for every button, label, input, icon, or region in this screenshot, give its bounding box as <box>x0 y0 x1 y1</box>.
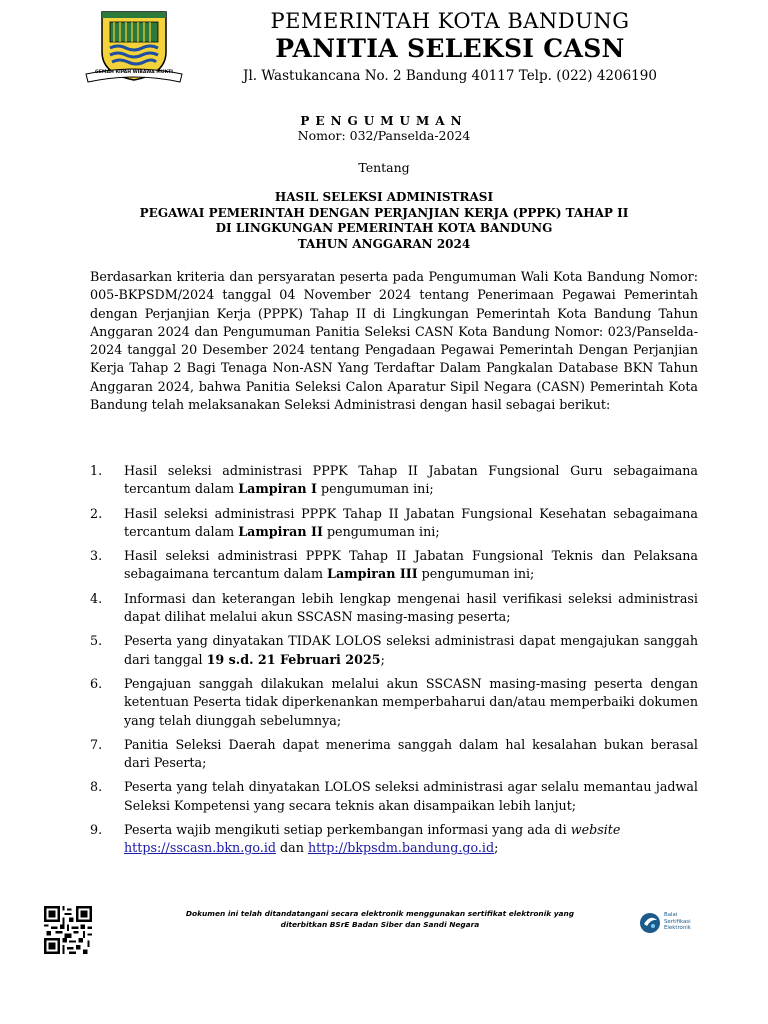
item-text: Peserta wajib mengikuti setiap perkembangan informasi yang ada di website https://sscasn.bkn.go.id dan http://bkpsdm.bandung.go.id; <box>124 822 621 856</box>
document-type: PENGUMUMAN <box>300 114 468 128</box>
title-line: TAHUN ANGGARAN 2024 <box>297 236 471 251</box>
emblem-motto: GEMAH RIPAH WIBAWA MUKTI <box>94 70 173 75</box>
bkpsdm-link[interactable]: http://bkpsdm.bandung.go.id <box>307 840 495 856</box>
item-number: 3. <box>90 548 103 564</box>
item-number: 8. <box>90 779 103 795</box>
document-number: Nomor: 032/Panselda-2024 <box>297 128 471 143</box>
item-number: 5. <box>90 633 103 649</box>
item-number: 1. <box>90 463 103 478</box>
document-title <box>0 190 768 252</box>
bsre-line: Sertifikasi <box>664 918 691 925</box>
sscasn-link[interactable]: https://sscasn.bkn.go.id <box>124 840 276 856</box>
bsre-line: Elektronik <box>664 925 691 931</box>
item-text: Peserta yang dinyatakan TIDAK LOLOS seleksi administrasi dapat mengajukan sanggah dari tanggal 19 s.d. 21 Februari 2025; <box>124 633 698 667</box>
e-signature-note <box>140 908 620 930</box>
intro-paragraph: Berdasarkan kriteria dan persyaratan peserta pada Pengumuman Wali Kota Bandung Nomor: 005-BKPSDM/2024 tanggal 04 November 2024 tentang Penerimaan Pegawai Pemerintah dengan Perjanjian Kerja (PPPK) Tahap II di Lingkungan Pemerintah Kota Bandung Tahun Anggaran 2024 dan Pengumuman Panitia Seleksi CASN Kota Bandung Nomor: 023/Panselda-2024 tanggal 20 Desember 2024 tentang Pengadaan Pegawai Pemerintah Dengan Perjanjian Kerja Tahap 2 Bagi Tenaga Non-ASN Yang Terdaftar Dalam Pangkalan Database BKN Tahun Anggaran 2024, bahwa Panitia Seleksi Calon Aparatur Sipil Negara (CASN) Pemerintah Kota Bandung telah melaksanakan Seleksi Administrasi dengan hasil sebagai berikut: <box>90 269 698 413</box>
note-line: diterbitkan BSrE Badan Siber dan Sandi Negara <box>280 920 480 929</box>
item-number: 9. <box>90 822 103 838</box>
list-item <box>90 547 698 584</box>
title-line: DI LINGKUNGAN PEMERINTAH KOTA BANDUNG <box>215 221 553 235</box>
list-item <box>90 632 698 669</box>
letterhead <box>210 8 690 86</box>
list-item <box>90 736 698 773</box>
item-text: Hasil seleksi administrasi PPPK Tahap II Jabatan Fungsional Kesehatan sebagaimana tercantum dalam Lampiran II pengumuman ini; <box>124 505 698 539</box>
item-number: 2. <box>90 505 103 521</box>
note-line: Dokumen ini telah ditandatangani secara elektronik menggunakan sertifikat elektronik yang <box>185 909 575 918</box>
item-text: Hasil seleksi administrasi PPPK Tahap II Jabatan Fungsional Guru sebagaimana tercantum dalam Lampiran I pengumuman ini; <box>124 463 698 497</box>
list-item <box>90 590 698 627</box>
item-text: Pengajuan sanggah dilakukan melalui akun SSCASN masing-masing peserta dengan ketentuan Peserta tidak diperkenankan memperbaharui dan/atau memperbaiki dokumen yang telah diunggah sebelumnya; <box>124 675 698 728</box>
address: Jl. Wastukancana No. 2 Bandung 40117 Telp. (022) 4206190 <box>243 68 657 84</box>
item-text: Panitia Seleksi Daerah dapat menerima sanggah dalam hal kesalahan bukan berasal dari Peserta; <box>124 736 698 771</box>
about-label: Tentang <box>358 160 410 175</box>
bandung-city-emblem <box>80 8 188 88</box>
bsre-label <box>664 912 708 932</box>
item-text: Hasil seleksi administrasi PPPK Tahap II Jabatan Fungsional Teknis dan Pelaksana sebagaimana tercantum dalam Lampiran III pengumuman ini; <box>124 548 698 582</box>
result-list <box>90 462 698 864</box>
qr-code-icon <box>44 906 92 954</box>
item-number: 6. <box>90 675 103 691</box>
item-text: Informasi dan keterangan lebih lengkap mengenai hasil verifikasi seleksi administrasi dapat dilihat melalui akun SSCASN masing-masing peserta; <box>124 590 698 625</box>
list-item <box>90 462 698 499</box>
committee-name: PANITIA SELEKSI CASN <box>275 34 625 63</box>
title-line: HASIL SELEKSI ADMINISTRASI <box>274 190 494 204</box>
list-item <box>90 505 698 542</box>
item-number: 7. <box>90 736 103 752</box>
list-item <box>90 778 698 815</box>
item-number: 4. <box>90 590 103 606</box>
bsre-line: Balai <box>664 912 678 918</box>
title-line: PEGAWAI PEMERINTAH DENGAN PERJANJIAN KERJA (PPPK) TAHAP II <box>139 205 629 220</box>
government-name: PEMERINTAH KOTA BANDUNG <box>270 9 630 33</box>
list-item <box>90 675 698 730</box>
item-text: Peserta yang telah dinyatakan LOLOS seleksi administrasi agar selalu memantau jadwal Seleksi Kompetensi yang secara teknis akan disampaikan lebih lanjut; <box>124 779 698 813</box>
list-item <box>90 821 698 858</box>
